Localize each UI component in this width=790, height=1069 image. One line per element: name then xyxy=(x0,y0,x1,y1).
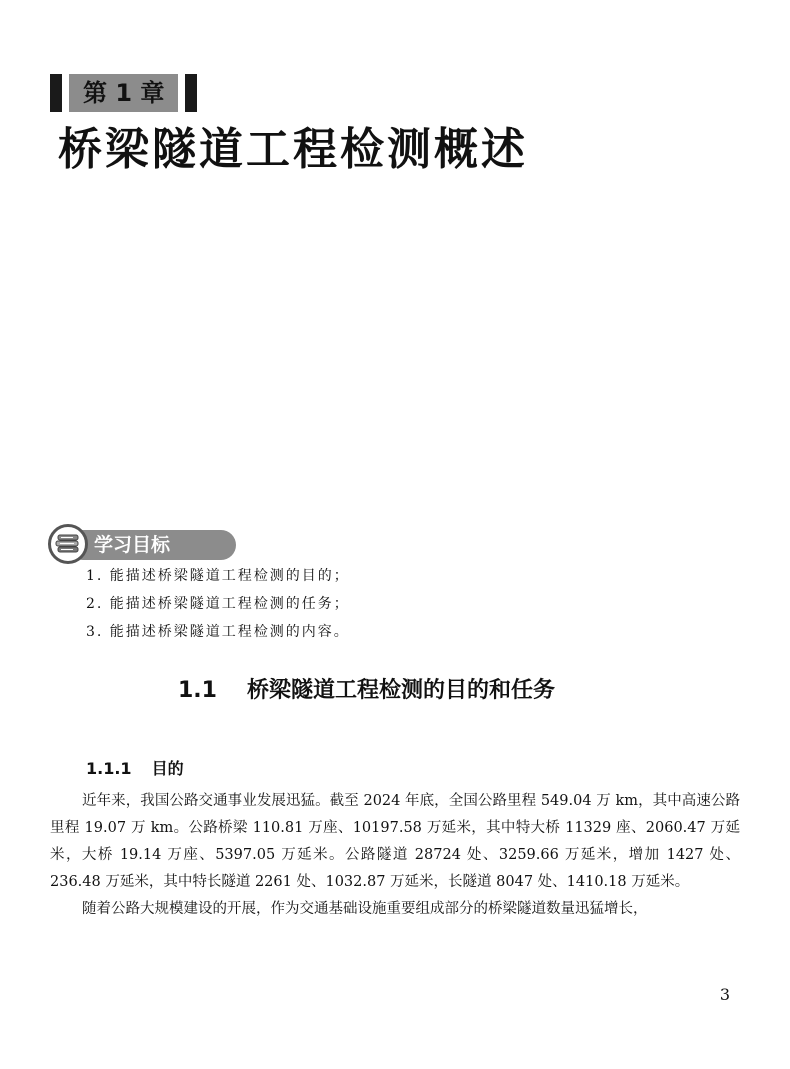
objectives-list xyxy=(86,562,350,646)
objective-item: 1. 能描述桥梁隧道工程检测的目的； xyxy=(86,568,350,584)
section-title: 桥梁隧道工程检测的目的和任务 xyxy=(246,678,555,703)
objective-item: 3. 能描述桥梁隧道工程检测的内容。 xyxy=(86,624,350,640)
page-number: 3 xyxy=(719,985,730,1004)
subsection-heading xyxy=(86,756,184,782)
subsection-title: 目的 xyxy=(151,759,184,778)
chapter-bar-right xyxy=(185,74,197,112)
objective-item: 2. 能描述桥梁隧道工程检测的任务； xyxy=(86,596,350,612)
chapter-label: 第 1 章 xyxy=(69,74,178,112)
objectives-heading: 学习目标 xyxy=(94,534,171,556)
objectives-badge xyxy=(48,524,198,564)
paragraph: 随着公路大规模建设的开展，作为交通基础设施重要组成部分的桥梁隧道数量迅猛增长， xyxy=(82,901,648,917)
books-icon xyxy=(48,524,88,564)
chapter-tag xyxy=(50,74,197,112)
body-text xyxy=(50,788,740,923)
chapter-bar-left xyxy=(50,74,62,112)
chapter-title: 桥梁隧道工程检测概述 xyxy=(58,124,528,175)
subsection-number: 1.1.1 xyxy=(86,759,132,778)
paragraph: 近年来，我国公路交通事业发展迅猛。截至 2024 年底，全国公路里程 549.04 万 km，其中高速公路里程 19.07 万 km。公路桥梁 110.81 万座、10197.58 万延米，其中特大桥 11329 座、2060.47 万延米，大桥 19.14 万座、5397.05 万延米。公路隧道 28724 处、3259.66 万延米，增加 1427 处、236.48 万延米，其中特长隧道 2261 处、1032.87 万延米，长隧道 8047 处、1410.18 万延米。 xyxy=(50,793,740,890)
section-number: 1.1 xyxy=(178,678,217,703)
section-heading xyxy=(178,675,555,707)
